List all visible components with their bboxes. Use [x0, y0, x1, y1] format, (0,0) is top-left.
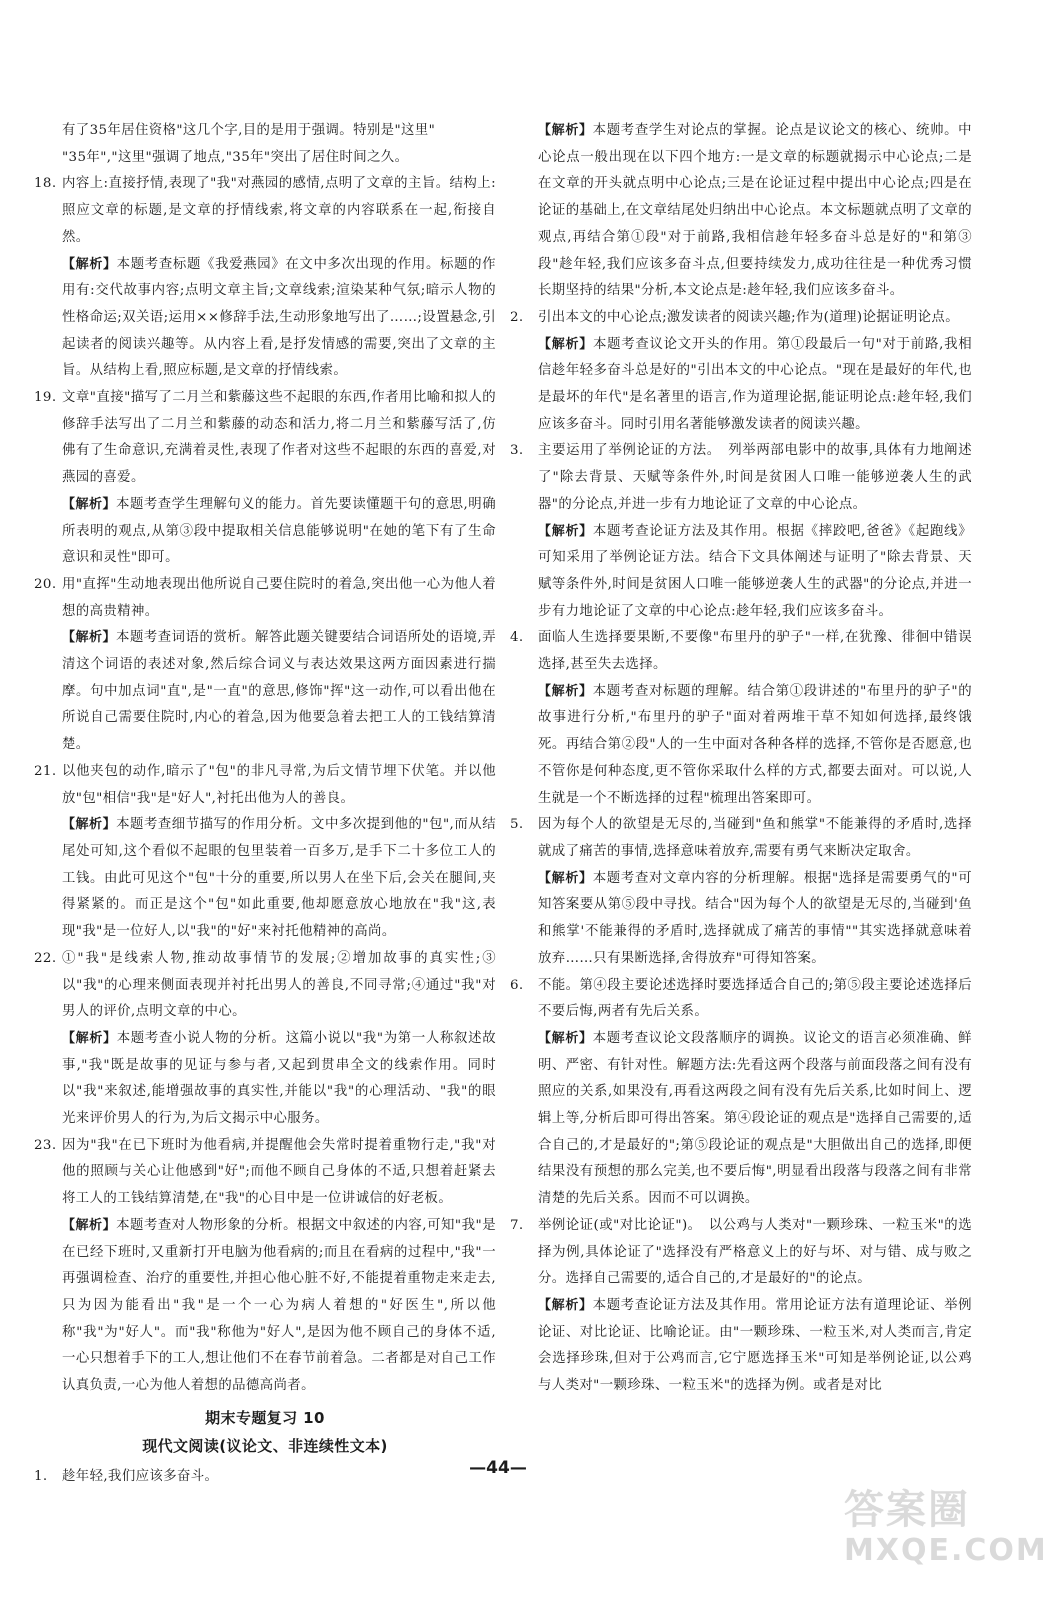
- analysis-tag: 【解析】: [538, 683, 593, 699]
- analysis-text: 本题考查标题《我爱燕园》在文中多次出现的作用。标题的作用有:交代故事内容;点明文章主旨;文章线索;渲染某种气氛;暗示人物的性格命运;双关语;运用××修辞手法,生动形象地写出了……;设置悬念,引起读者的阅读兴趣等。从内容上看,是抒发情感的需要,突出了文章的主旨。从结构上看,照应标题,是文章的抒情线索。: [62, 256, 496, 379]
- answer-text: 趁年轻,我们应该多奋斗。: [62, 1468, 219, 1484]
- item-number: 2.: [510, 309, 524, 325]
- answer-text: 以他夹包的动作,暗示了"包"的非凡寻常,为后文情节埋下伏笔。并以他放"包"相信"我"是"好人",衬托出他为人的善良。: [62, 763, 496, 806]
- answer-item-6: [510, 973, 972, 1213]
- analysis-tag: 【解析】: [538, 123, 593, 138]
- answer-text: 引出本文的中心论点;激发读者的阅读兴趣;作为(道理)论据证明论点。: [538, 309, 959, 325]
- answer-text: 内容上:直接抒情,表现了"我"对燕园的感情,点明了文章的主旨。结构上:照应文章的标题,是文章的抒情线索,将文章的内容联系在一起,衔接自然。: [62, 176, 496, 245]
- answer-item-23: [34, 1133, 496, 1400]
- answer-item-2: [510, 305, 972, 439]
- analysis-text: 本题考查议论文开头的作用。第①段最后一句"对于前路,我相信趁年轻多奋斗总是好的"引出本文的中心论点。"现在是最好的年代,也是最坏的年代"是名著里的语言,作为道理论据,能证明论点:趁年轻,我们应该多奋斗。同时引用名著能够激发读者的阅读兴趣。: [538, 336, 972, 432]
- analysis-text: 本题考查论证方法及其作用。根据《摔跤吧,爸爸》《起跑线》可知采用了举例论证方法。结合下文具体阐述与证明了"除去背景、天赋等条件外,时间是贫困人口唯一能够逆袭人生的武器"的分论点,并进一步有力地论证了文章的中心论点:趁年轻,我们应该多奋斗。: [538, 523, 972, 619]
- item-number: 20.: [34, 576, 57, 592]
- analysis-tag: 【解析】: [538, 336, 593, 352]
- item-number: 1.: [34, 1468, 48, 1484]
- item-number: 23.: [34, 1137, 57, 1153]
- analysis-tag: 【解析】: [62, 1217, 117, 1233]
- item-number: 7.: [510, 1217, 524, 1233]
- left-column: [34, 118, 496, 1490]
- answer-text: ①"我"是线索人物,推动故事情节的发展;②增加故事的真实性;③以"我"的心理来侧面表现并衬托出男人的善良,不同寻常;④通过"我"对男人的评价,点明文章的中心。: [62, 950, 496, 1020]
- answer-item-22: [34, 946, 496, 1133]
- answer-item-19: [34, 385, 496, 572]
- analysis-text: 本题考查对人物形象的分析。根据文中叙述的内容,可知"我"是在已经下班时,又重新打开电脑为他看病的;而且在看病的过程中,"我"一再强调检查、治疗的重要性,并担心他心脏不好,不能提着重物走来走去,只为因为能看出"我"是一个一心为病人着想的"好医生",所以他称"我"为"好人"。而"我"称他为"好人",是因为他不顾自己的身体不适,一心只想着手下的工人,想让他们不在春节前着急。二者都是对自己工作认真负责,一心为他人着想的品德高尚者。: [62, 1217, 496, 1394]
- analysis-tag: 【解析】: [62, 256, 117, 272]
- analysis-text: 本题考查细节描写的作用分析。文中多次提到他的"包",而从结尾处可知,这个看似不起眼的包里装着一百多万,是手下二十多位工人的工钱。由此可见这个"包"十分的重要,所以男人在坐下后,会关在腿间,夹得紧紧的。而正是这个"包"如此重要,他却愿意放心地放在"我"这,表现"我"是一位好人,以"我"的"好"来衬托他精神的高尚。: [62, 817, 496, 940]
- answer-item-5: [510, 812, 972, 972]
- answer-text: 因为"我"在已下班时为他看病,并提醒他会失常时提着重物行走,"我"对他的照顾与关心让他感到"好";而他不顾自己身体的不适,只想着赶紧去将工人的工钱结算清楚,在"我"的心目中是一位讲诚信的好老板。: [62, 1137, 496, 1207]
- analysis-text: 本题考查词语的赏析。解答此题关键要结合词语所处的语境,弄清这个词语的表述对象,然后综合词义与表达效果这两方面因素进行揣摩。句中加点词"直",是"一直"的意思,修饰"挥"这一动作,可以看出他在所说自己需要住院时,内心的着急,因为他要急着去把工人的工钱结算清楚。: [62, 630, 496, 753]
- answer-item-7: [510, 1213, 972, 1400]
- analysis-tag: 【解析】: [62, 496, 117, 512]
- item-number: 4.: [510, 630, 524, 646]
- analysis-text: 本题考查学生对论点的掌握。论点是议论文的核心、统帅。中心论点一般出现在以下四个地方:一是文章的标题就揭示中心论点;二是在文章的开头就点明中心论点;三是在论证过程中提出中心论点;四是在论证的基础上,在文章结尾处归纳出中心论点。本文标题就点明了文章的观点,再结合第①段"对于前路,我相信趁年轻多奋斗总是好的"和第③段"趁年轻,我们应该多奋斗点,但要持续发力,成功往往是一种优秀习惯长期坚持的结果"分析,本文论点是:趁年轻,我们应该多奋斗。: [538, 123, 972, 299]
- item-number: 19.: [34, 390, 57, 406]
- answer-text: 文章"直接"描写了二月兰和紫藤这些不起眼的东西,作者用比喻和拟人的修辞手法写出了二月兰和紫藤的动态和活力,将二月兰和紫藤写活了,仿佛有了生命意识,充满着灵性,表现了作者对这些不起眼的东西的喜爱,对燕园的喜爱。: [62, 390, 496, 486]
- answer-item-20: [34, 572, 496, 759]
- answer-text: 不能。第④段主要论述选择时要选择适合自己的;第⑤段主要论述选择后不要后悔,两者有先后关系。: [538, 977, 972, 1020]
- section-subtitle: 现代文阅读(议论文、非连续性文本): [142, 1436, 388, 1455]
- q17-continuation-line-2: "35年","这里"强调了地点,"35年"突出了居住时间之久。: [62, 149, 409, 165]
- site-watermark: [844, 1486, 1048, 1578]
- page-number: —44—: [469, 1458, 527, 1478]
- analysis-tag: 【解析】: [538, 870, 593, 886]
- analysis-tag: 【解析】: [62, 817, 117, 833]
- item-number: 18.: [34, 176, 57, 192]
- analysis-tag: 【解析】: [538, 1297, 593, 1313]
- watermark-domain-text: MXQE.COM: [844, 1533, 1048, 1568]
- right-column: [510, 118, 972, 1400]
- item-number: 5.: [510, 817, 524, 833]
- analysis-text: 本题考查对标题的理解。结合第①段讲述的"布里丹的驴子"的故事进行分析,"布里丹的驴子"面对着两堆干草不知如何选择,最终饿死。再结合第②段"人的一生中面对各种各样的选择,不管你是否愿意,也不管你是何种态度,更不管你采取什么样的方式,都要去面对。可以说,人生就是一个不断选择的过程"梳理出答案即可。: [538, 683, 972, 806]
- watermark-logo-text: 答案圈: [844, 1487, 970, 1533]
- answer-item-4: [510, 625, 972, 812]
- answer-item-18: [34, 171, 496, 385]
- answer-text: 举例论证(或"对比论证")。 以公鸡与人类对"一颗珍珠、一粒玉米"的选择为例,具体论证了"选择没有严格意义上的好与坏、对与错、成与败之分。选择自己需要的,适合自己的,才是最好的"的论点。: [538, 1217, 972, 1287]
- answer-text: 用"直挥"生动地表现出他所说自己要住院时的着急,突出他一心为他人着想的高贵精神。: [62, 576, 496, 619]
- item-number: 3.: [510, 443, 524, 459]
- analysis-tag: 【解析】: [62, 1030, 117, 1046]
- answer-text: 主要运用了举例论证的方法。 列举两部电影中的故事,具体有力地阐述了"除去背景、天赋等条件外,时间是贫困人口唯一能够逆袭人生的武器"的分论点,并进一步有力地论证了文章的中心论点。: [538, 443, 972, 512]
- analysis-text: 本题考查学生理解句义的能力。首先要读懂题干句的意思,明确所表明的观点,从第③段中提取相关信息能够说明"在她的笔下有了生命意识和灵性"即可。: [62, 496, 496, 566]
- answer-item-3: [510, 438, 972, 625]
- item-number: 22.: [34, 950, 57, 966]
- answer-text: 因为每个人的欲望是无尽的,当碰到"鱼和熊掌"不能兼得的矛盾时,选择就成了痛苦的事情,选择意味着放弃,需要有勇气来断决定取舍。: [538, 817, 972, 859]
- answer-item-21: [34, 759, 496, 946]
- section-title: 期末专题复习 10: [205, 1408, 325, 1427]
- q17-continuation-line-1: 有了35年居住资格"这几个字,目的是用于强调。特别是"这里": [62, 123, 436, 138]
- analysis-tag: 【解析】: [538, 1030, 593, 1046]
- analysis-tag: 【解析】: [62, 630, 117, 646]
- analysis-text: 本题考查论证方法及其作用。常用论证方法有道理论证、举例论证、对比论证、比喻论证。由"一颗珍珠、一粒玉米,对人类而言,肯定会选择珍珠,但对于公鸡而言,它宁愿选择玉米"可知是举例论证,以公鸡与人类对"一颗珍珠、一粒玉米"的选择为例。或者是对比: [538, 1297, 972, 1394]
- item-number: 21.: [34, 763, 57, 779]
- analysis-text: 本题考查对文章内容的分析理解。根据"选择是需要勇气的"可知答案要从第⑤段中寻找。结合"因为每个人的欲望是无尽的,当碰到'鱼和熊掌'不能兼得的矛盾时,选择就成了痛苦的事情""其实选择就意味着放弃……只有果断选择,舍得放弃"可得知答案。: [538, 870, 972, 966]
- analysis-text: 本题考查小说人物的分析。这篇小说以"我"为第一人称叙述故事,"我"既是故事的见证与参与者,又起到贯串全文的线索作用。同时以"我"来叙述,能增强故事的真实性,并能以"我"的心理活动、"我"的眼光来评价男人的行为,为后文揭示中心服务。: [62, 1030, 496, 1127]
- answer-text: 面临人生选择要果断,不要像"布里丹的驴子"一样,在犹豫、徘徊中错误选择,甚至失去选择。: [538, 630, 972, 673]
- analysis-text: 本题考查议论文段落顺序的调换。议论文的语言必须准确、鲜明、严密、有针对性。解题方法:先看这两个段落与前面段落之间有没有照应的关系,如果没有,再看这两段之间有没有先后关系,比如时间上、逻辑上等,分析后即可得出答案。第④段论证的观点是"选择自己需要的,适合自己的,才是最好的";第⑤段论证的观点是"大胆做出自己的选择,即便结果没有预想的那么完美,也不要后悔",明显看出段落与段落之间有非常清楚的先后关系。因而不可以调换。: [538, 1030, 972, 1207]
- analysis-tag: 【解析】: [538, 523, 593, 539]
- item-number: 6.: [510, 977, 524, 993]
